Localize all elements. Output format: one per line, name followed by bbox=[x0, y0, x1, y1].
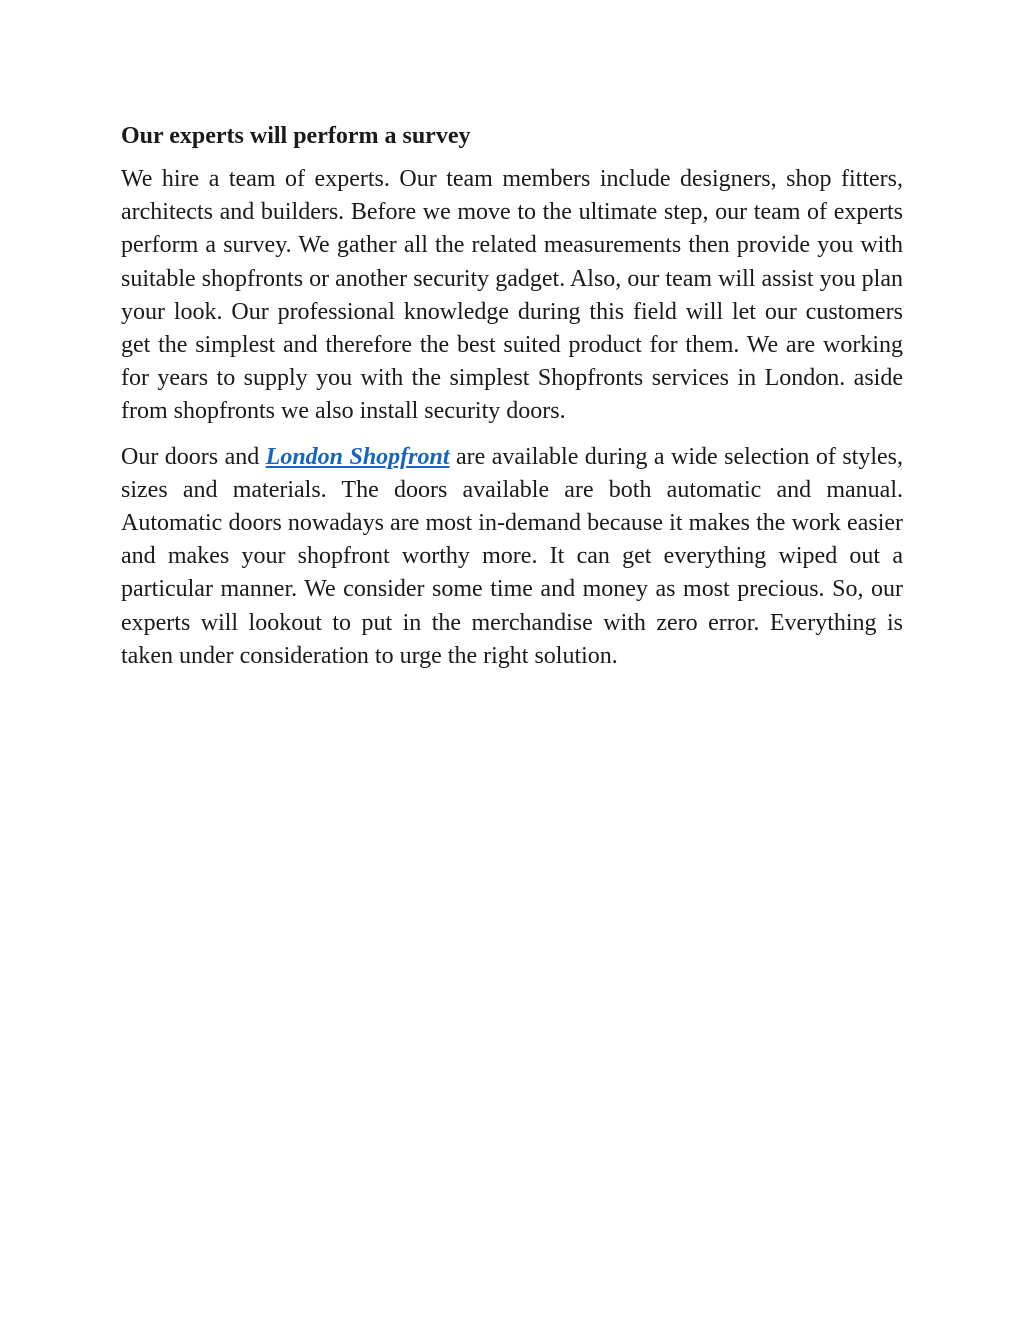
paragraph-doors-body: are available during a wide selection of styles, sizes and materials. The doors available are both automatic and manual. Automatic doors nowadays are most in-demand because it makes the work easier and makes your shopfront worthy more. It can get everything wiped out a particular manner. We consider some time and money as most precious. So, our experts will lookout to put in the merchandise with zero error. Everything is taken under consideration to urge the right solution. bbox=[121, 443, 903, 669]
london-shopfront-link[interactable]: London Shopfront bbox=[265, 443, 450, 470]
section-heading: Our experts will perform a survey bbox=[121, 123, 471, 149]
paragraph-survey: We hire a team of experts. Our team members include designers, shop fitters, architects and builders. Before we move to the ultimate step, our team of experts perform a survey. We gather all the related measurements then provide you with suitable shopfronts or another security gadget. Also, our team will assist you plan your look. Our professional knowledge during this field will let our customers get the simplest and therefore the best suited product for them. We are working for years to supply you with the simplest Shopfronts services in London. aside from shopfronts we also install security doors. bbox=[121, 166, 903, 425]
document-page bbox=[121, 118, 903, 685]
paragraph-doors-intro: Our doors and bbox=[121, 443, 266, 470]
paragraph-doors bbox=[121, 441, 903, 673]
